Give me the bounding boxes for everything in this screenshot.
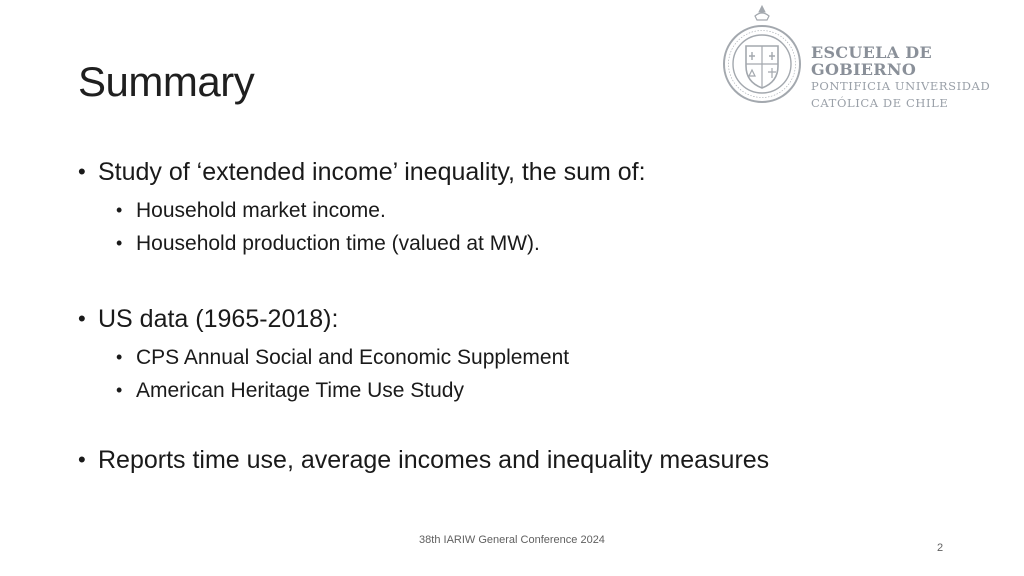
- school-name-line-3: CATÓLICA DE CHILE: [811, 96, 949, 110]
- bullet-item: • US data (1965-2018):: [78, 297, 978, 341]
- slide-footer: 38th IARIW General Conference 2024: [419, 534, 605, 546]
- school-name-line-2: PONTIFICIA UNIVERSIDAD: [811, 79, 991, 93]
- sub-bullet-item: • CPS Annual Social and Economic Supplement: [78, 341, 978, 374]
- school-name: [811, 44, 1022, 112]
- bullet-item: • Study of ‘extended income’ inequality, the sum of:: [78, 150, 978, 194]
- page-number: 2: [937, 542, 944, 554]
- bullet-item: • Reports time use, average incomes and inequality measures: [78, 438, 978, 482]
- sub-bullet-item: • American Heritage Time Use Study: [78, 374, 978, 407]
- bullet-list: [78, 150, 978, 482]
- school-name-line-1: ESCUELA DE GOBIERNO: [811, 43, 932, 79]
- university-logo: [722, 4, 1022, 114]
- sub-bullet-item: • Household production time (valued at MW).: [78, 227, 978, 260]
- sub-bullet-item: • Household market income.: [78, 194, 978, 227]
- university-seal-icon: [722, 4, 802, 112]
- slide-title: Summary: [78, 58, 255, 105]
